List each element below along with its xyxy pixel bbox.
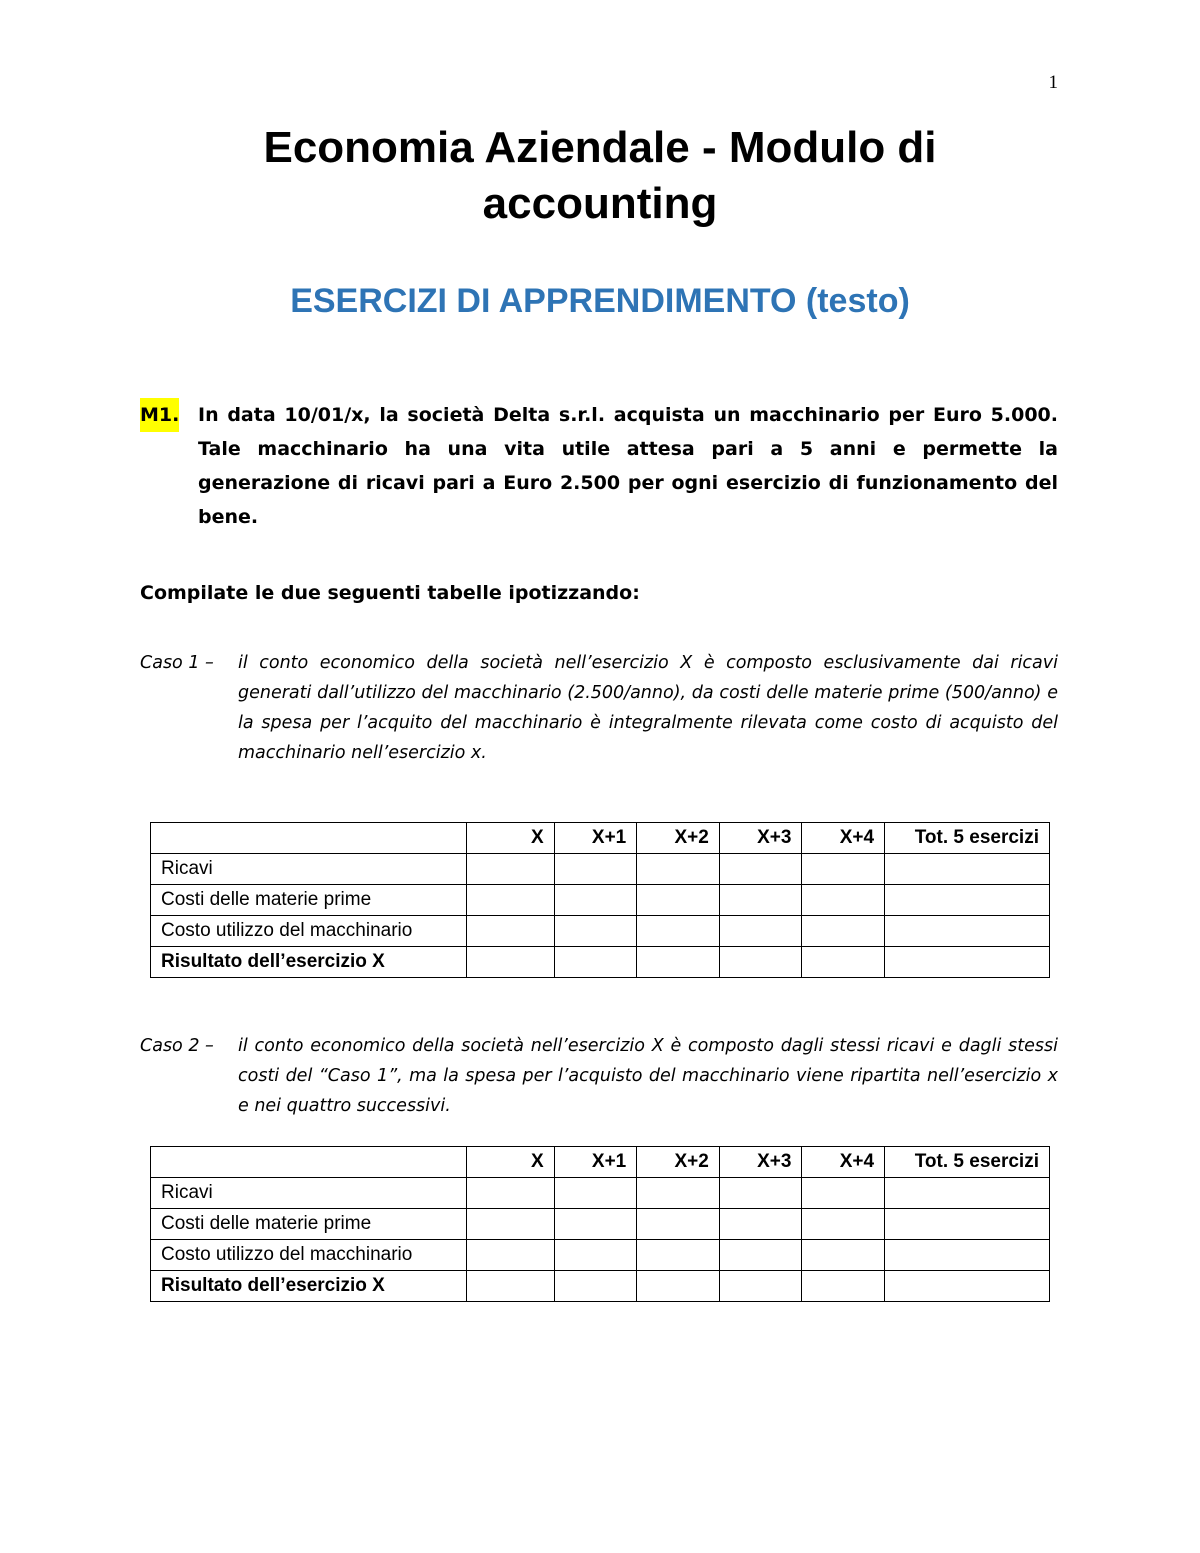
table-row bbox=[151, 885, 1050, 916]
value-cell[interactable] bbox=[719, 947, 802, 978]
header-cell: X+4 bbox=[802, 1147, 885, 1178]
value-cell[interactable] bbox=[637, 1240, 720, 1271]
header-cell bbox=[151, 823, 467, 854]
value-cell[interactable] bbox=[802, 1271, 885, 1302]
value-cell[interactable] bbox=[637, 916, 720, 947]
value-cell[interactable] bbox=[719, 885, 802, 916]
value-cell[interactable] bbox=[467, 1271, 554, 1302]
value-cell[interactable] bbox=[885, 1209, 1050, 1240]
header-cell: Tot. 5 esercizi bbox=[885, 1147, 1050, 1178]
case-1-label: Caso 1 – bbox=[140, 653, 214, 673]
value-cell[interactable] bbox=[554, 854, 637, 885]
value-cell[interactable] bbox=[885, 885, 1050, 916]
value-cell[interactable] bbox=[802, 854, 885, 885]
row-label: Ricavi bbox=[151, 854, 467, 885]
header-cell: X+2 bbox=[637, 1147, 720, 1178]
value-cell[interactable] bbox=[467, 1178, 554, 1209]
exercise-text: In data 10/01/x, la società Delta s.r.l. acquista un macchinario per Euro 5.000. Tale macchinario ha una vita utile attesa pari a 5 anni e permette la generazione di ricavi pari a Euro 2.500 per ogni esercizio di funzionamento del bene. bbox=[198, 404, 1058, 528]
value-cell[interactable] bbox=[554, 885, 637, 916]
page-number: 1 bbox=[1048, 72, 1058, 93]
value-cell[interactable] bbox=[467, 885, 554, 916]
case-2 bbox=[140, 1031, 1058, 1121]
value-cell[interactable] bbox=[719, 854, 802, 885]
table-header-row bbox=[151, 823, 1050, 854]
row-label: Costo utilizzo del macchinario bbox=[151, 916, 467, 947]
case-1 bbox=[140, 648, 1058, 768]
value-cell[interactable] bbox=[637, 1209, 720, 1240]
value-cell[interactable] bbox=[467, 1240, 554, 1271]
value-cell[interactable] bbox=[554, 947, 637, 978]
exercise-m1 bbox=[140, 398, 1058, 534]
value-cell[interactable] bbox=[467, 854, 554, 885]
row-label: Risultato dell’esercizio X bbox=[151, 947, 467, 978]
value-cell[interactable] bbox=[554, 1271, 637, 1302]
row-label: Costo utilizzo del macchinario bbox=[151, 1240, 467, 1271]
value-cell[interactable] bbox=[885, 854, 1050, 885]
header-cell: X+2 bbox=[637, 823, 720, 854]
table-row bbox=[151, 854, 1050, 885]
exercise-label: M1. bbox=[140, 398, 179, 432]
value-cell[interactable] bbox=[802, 1209, 885, 1240]
header-cell bbox=[151, 1147, 467, 1178]
table-row bbox=[151, 1240, 1050, 1271]
income-table-case-1 bbox=[150, 822, 1050, 978]
value-cell[interactable] bbox=[554, 1209, 637, 1240]
value-cell[interactable] bbox=[802, 947, 885, 978]
value-cell[interactable] bbox=[885, 1240, 1050, 1271]
title-line-1: Economia Aziendale - Modulo di bbox=[263, 123, 937, 172]
value-cell[interactable] bbox=[802, 885, 885, 916]
case-1-text: il conto economico della società nell’esercizio X è composto esclusivamente dai ricavi generati dall’utilizzo del macchinario (2.500/anno), da costi delle materie prime (500/anno) e la spesa per l’acquito del macchinario è integralmente rilevata come costo di acquisto del macchinario nell’esercizio x. bbox=[238, 653, 1058, 763]
value-cell[interactable] bbox=[637, 885, 720, 916]
value-cell[interactable] bbox=[802, 1178, 885, 1209]
income-table-case-2 bbox=[150, 1146, 1050, 1302]
title-line-2: accounting bbox=[482, 179, 718, 228]
value-cell[interactable] bbox=[637, 947, 720, 978]
case-2-label: Caso 2 – bbox=[140, 1036, 214, 1056]
table-row-total bbox=[151, 1271, 1050, 1302]
value-cell[interactable] bbox=[467, 947, 554, 978]
header-cell: X+3 bbox=[719, 823, 802, 854]
row-label: Risultato dell’esercizio X bbox=[151, 1271, 467, 1302]
table-header-row bbox=[151, 1147, 1050, 1178]
header-cell: X+1 bbox=[554, 1147, 637, 1178]
header-cell: X bbox=[467, 823, 554, 854]
value-cell[interactable] bbox=[885, 947, 1050, 978]
value-cell[interactable] bbox=[719, 916, 802, 947]
header-cell: X bbox=[467, 1147, 554, 1178]
table-row-total bbox=[151, 947, 1050, 978]
value-cell[interactable] bbox=[802, 916, 885, 947]
value-cell[interactable] bbox=[637, 1271, 720, 1302]
header-cell: Tot. 5 esercizi bbox=[885, 823, 1050, 854]
value-cell[interactable] bbox=[554, 916, 637, 947]
table-row bbox=[151, 1209, 1050, 1240]
value-cell[interactable] bbox=[637, 1178, 720, 1209]
value-cell[interactable] bbox=[554, 1240, 637, 1271]
value-cell[interactable] bbox=[467, 1209, 554, 1240]
value-cell[interactable] bbox=[885, 1271, 1050, 1302]
row-label: Costi delle materie prime bbox=[151, 1209, 467, 1240]
value-cell[interactable] bbox=[885, 1178, 1050, 1209]
table-row bbox=[151, 1178, 1050, 1209]
table-row bbox=[151, 916, 1050, 947]
row-label: Ricavi bbox=[151, 1178, 467, 1209]
value-cell[interactable] bbox=[719, 1209, 802, 1240]
value-cell[interactable] bbox=[885, 916, 1050, 947]
document-subtitle: ESERCIZI DI APPRENDIMENTO (testo) bbox=[290, 282, 910, 320]
value-cell[interactable] bbox=[637, 854, 720, 885]
value-cell[interactable] bbox=[554, 1178, 637, 1209]
case-2-text: il conto economico della società nell’esercizio X è composto dagli stessi ricavi e dagli stessi costi del “Caso 1”, ma la spesa per l’acquisto del macchinario viene ripartita nell’esercizio x e nei quattro successivi. bbox=[238, 1036, 1058, 1116]
header-cell: X+4 bbox=[802, 823, 885, 854]
value-cell[interactable] bbox=[719, 1240, 802, 1271]
header-cell: X+3 bbox=[719, 1147, 802, 1178]
value-cell[interactable] bbox=[467, 916, 554, 947]
document-title bbox=[150, 120, 1050, 232]
header-cell: X+1 bbox=[554, 823, 637, 854]
row-label: Costi delle materie prime bbox=[151, 885, 467, 916]
value-cell[interactable] bbox=[719, 1178, 802, 1209]
value-cell[interactable] bbox=[719, 1271, 802, 1302]
value-cell[interactable] bbox=[802, 1240, 885, 1271]
instruction-text: Compilate le due seguenti tabelle ipotizzando: bbox=[140, 582, 640, 604]
